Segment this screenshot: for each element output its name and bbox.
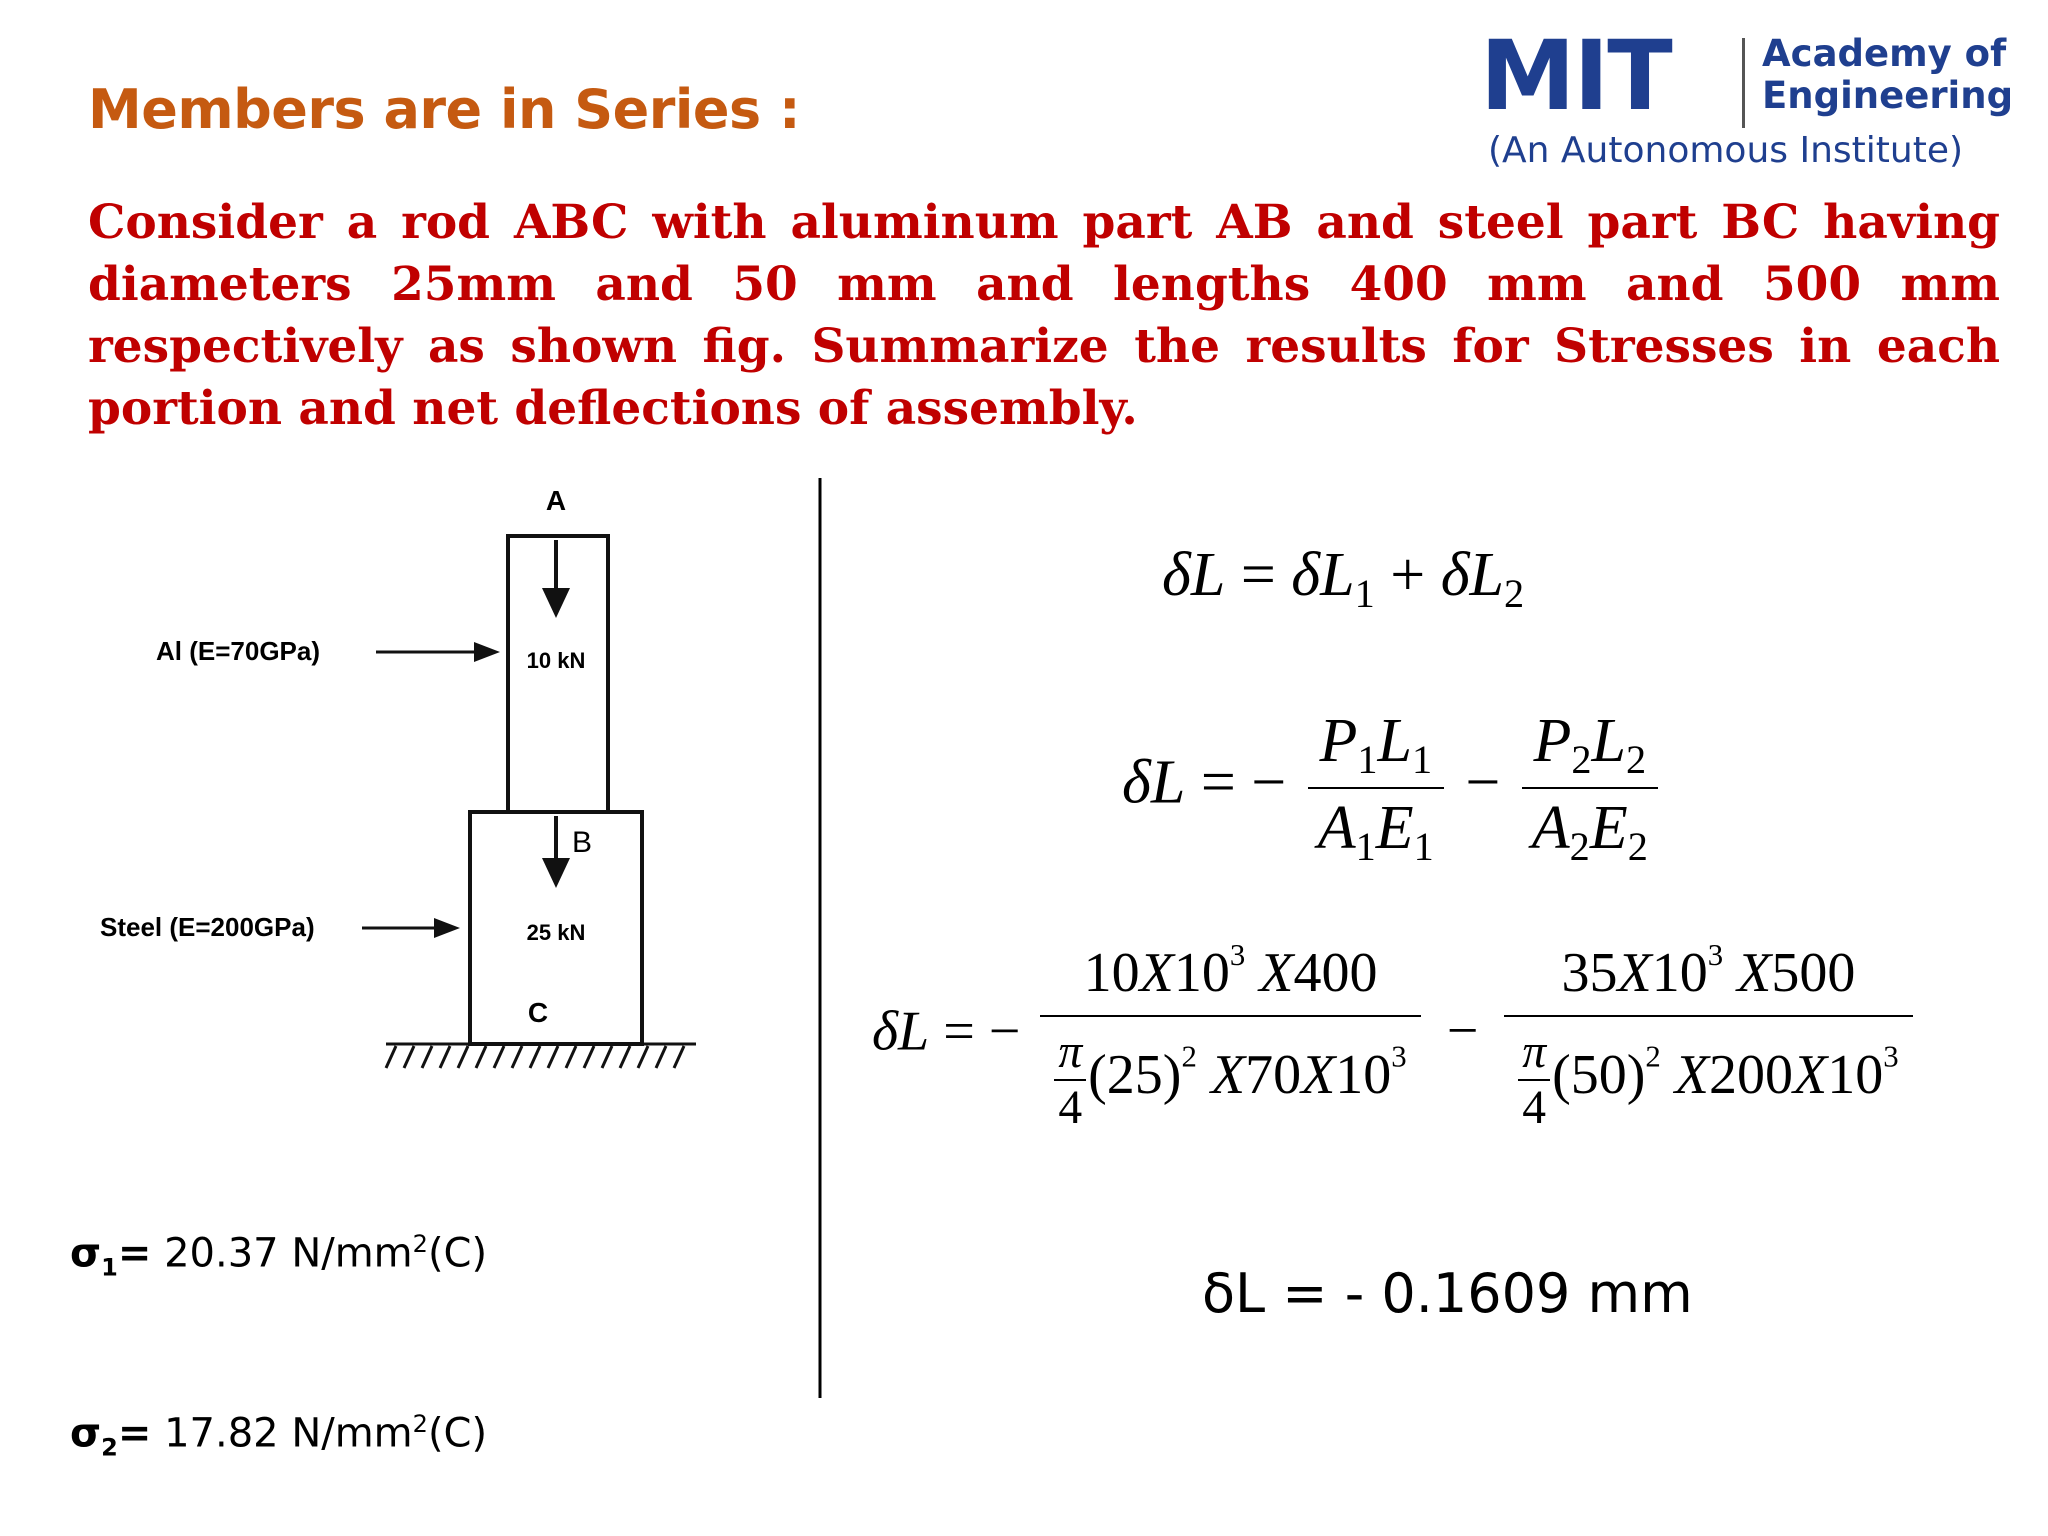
steel-pointer-arrow xyxy=(362,918,460,938)
point-c-label: C xyxy=(527,997,549,1028)
eq2-fraction-2: $\frac{P_2L_2}{A_2E_2}$ xyxy=(1522,706,1658,870)
point-a-label: A xyxy=(545,485,567,516)
eq3-equals: = − xyxy=(943,1000,1021,1063)
slide-title: Members are in Series : xyxy=(88,78,801,141)
problem-statement: Consider a rod ABC with aluminum part AB and steel part BC having diameters 25mm and 50 mm and lengths 400 mm and 500 mm respectively as shown fig. Summarize the results for Stresses in each portion and net deflections of assembly. xyxy=(88,195,2000,436)
steel-label: Steel (E=200GPa) xyxy=(100,912,315,942)
eq1-term2-sub: 2 xyxy=(1504,571,1525,617)
deflection-result: δL = - 0.1609 mm xyxy=(1202,1262,1693,1325)
institute-logo xyxy=(1480,20,2040,178)
eq1-equals: = xyxy=(1240,541,1276,609)
fixed-support xyxy=(386,1044,696,1068)
eq1-term1: δL xyxy=(1291,541,1355,609)
equation-substituted-values xyxy=(872,938,1919,1135)
logo-divider xyxy=(1742,38,1745,128)
aluminum-pointer-arrow xyxy=(376,642,500,662)
eq1-term1-sub: 1 xyxy=(1354,571,1375,617)
aluminum-label: Al (E=70GPa) xyxy=(156,636,321,666)
eq2-lhs: δL xyxy=(1122,748,1186,817)
eq1-term2: δL xyxy=(1440,541,1505,609)
eq3-fraction-2: $35X10^3$ X500 $\frac{\pi}{4}$ $(50)^2$ $X200X10^3$ xyxy=(1504,938,1912,1135)
eq3-fraction-1: $10X10^3$ X400 $\frac{\pi}{4}$ $(25)^2$ $X70X10^3$ xyxy=(1040,938,1420,1135)
eq1-lhs: δL xyxy=(1162,541,1226,609)
eq3-minus: − xyxy=(1446,1000,1479,1063)
load-top-label: 10 kN xyxy=(526,648,586,673)
logo-mit-text: MIT xyxy=(1480,20,1671,132)
eq2-fraction-1: $\frac{P_1L_1}{A_1E_1}$ xyxy=(1308,706,1444,870)
eq2-minus: − xyxy=(1465,748,1501,817)
eq2-equals: = − xyxy=(1200,748,1287,817)
eq3-lhs: δL xyxy=(872,1000,930,1063)
stress-result-2: $\sigma_2= 17.82$ $N/mm^2(C)$ xyxy=(70,1410,488,1462)
logo-autonomous-text: (An Autonomous Institute) xyxy=(1488,130,1964,171)
stress-result-1: $\sigma_1= 20.37$ $N/mm^2(C)$ xyxy=(70,1230,488,1282)
logo-academy-text: Academy of xyxy=(1762,32,2007,75)
equation-deflection-formula xyxy=(1122,706,1664,870)
load-mid-label: 25 kN xyxy=(526,920,586,945)
equation-total-deflection xyxy=(1162,540,1524,617)
rod-figure xyxy=(100,480,720,1100)
point-b-label: B xyxy=(571,826,593,859)
logo-engineering-text: Engineering xyxy=(1762,74,2014,117)
eq1-plus: + xyxy=(1390,541,1426,609)
vertical-divider xyxy=(818,478,822,1398)
